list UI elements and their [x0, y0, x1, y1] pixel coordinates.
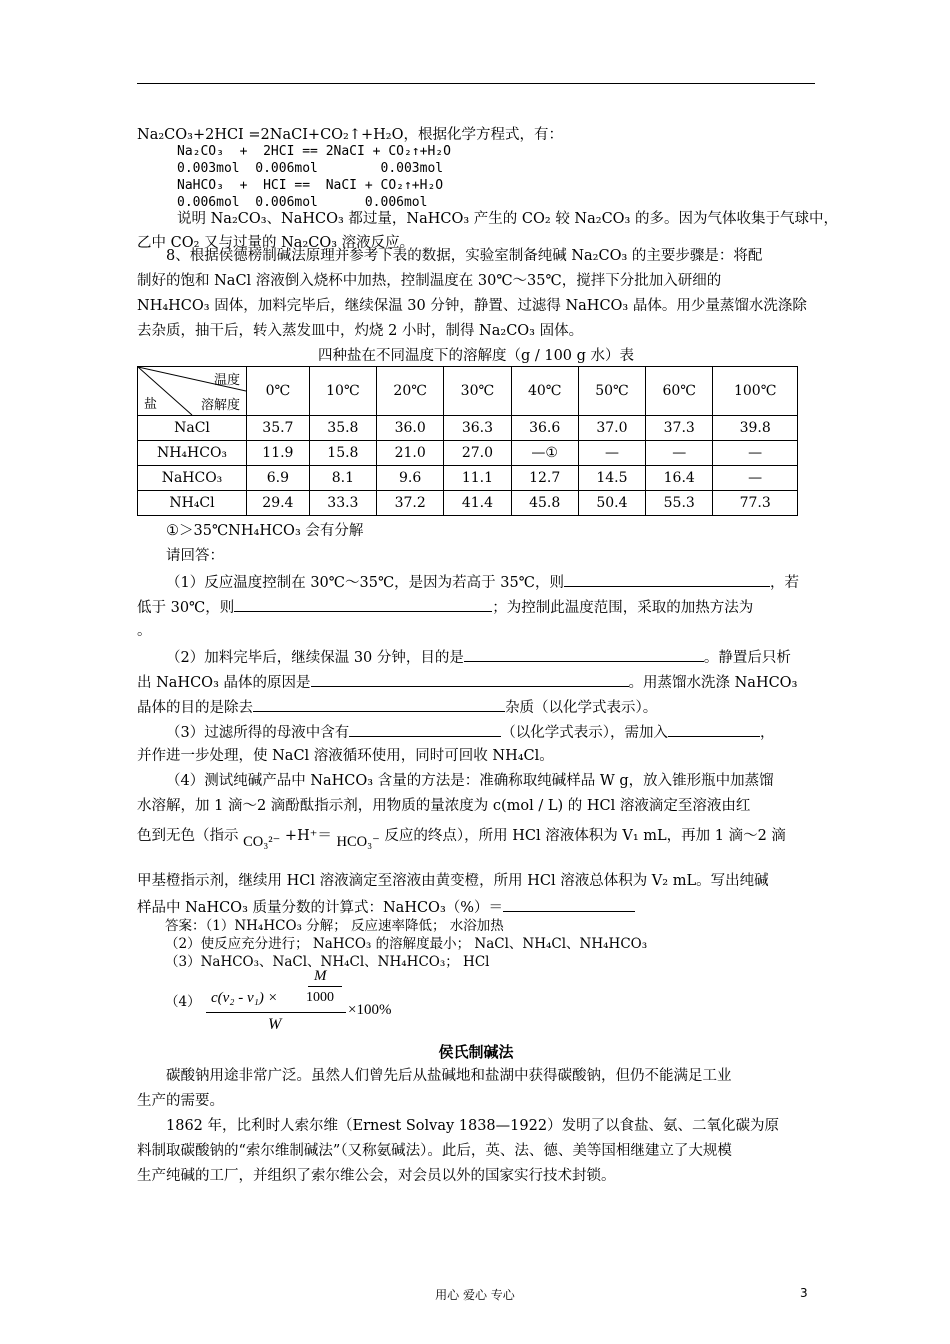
ask-prompt: 请回答：: [166, 548, 224, 564]
answer-blank[interactable]: [349, 721, 501, 737]
table-cell: —: [646, 441, 713, 466]
equation-1-moles: 0.003mol 0.006mol 0.003mol: [177, 161, 444, 176]
table-cell: 50.4: [578, 491, 645, 516]
table-cell: 35.7: [247, 416, 310, 441]
q4-text-pre: 色到无色（指示: [137, 828, 239, 844]
bicarbonate-ion: HCO₃⁻: [336, 834, 380, 850]
table-cell: 37.0: [578, 416, 645, 441]
table-cell: 8.1: [309, 466, 376, 491]
answer-blank[interactable]: [464, 646, 704, 662]
equation-2: NaHCO₃ + HCI == NaCI + CO₂↑+H₂O: [177, 178, 444, 193]
table-footnote: ①＞35℃NH₄HCO₃ 会有分解: [166, 523, 364, 539]
row-salt-name: NaHCO₃: [138, 466, 247, 491]
table-cell: 37.2: [377, 491, 444, 516]
answer-blank[interactable]: [668, 721, 760, 737]
formula-tail: ×100%: [348, 1002, 392, 1018]
solubility-table: [137, 366, 798, 516]
question-4-line-1: （4）测试纯碱产品中 NaHCO₃ 含量的方法是：准确称取纯碱样品 W g，放入锥形瓶中加蒸馏: [166, 773, 774, 789]
q1-text-b: ，若: [769, 575, 799, 591]
q2-text-e: 晶体的目的是除去: [137, 700, 253, 716]
table-cell: 77.3: [713, 491, 798, 516]
row-salt-name: NH₄HCO₃: [138, 441, 247, 466]
table-cell: 11.1: [444, 466, 511, 491]
q3-text-a: （3）过滤所得的母液中含有: [166, 725, 350, 741]
article-para-2c: 生产纯碱的工厂，并组织了索尔维公会，对会员以外的国家实行技术封锁。: [137, 1168, 616, 1184]
table-cell: 12.7: [511, 466, 578, 491]
corner-solubility-label: 溶解度: [200, 398, 240, 413]
answer-blank[interactable]: [234, 596, 492, 612]
answer-2: （2）使反应充分进行； NaHCO₃ 的溶解度最小； NaCl、NH₄Cl、NH₄HCO₃: [165, 936, 648, 952]
question-4-line-4: 甲基橙指示剂，继续用 HCl 溶液滴定至溶液由黄变橙，所用 HCl 溶液总体积为 V₂ mL。写出纯碱: [137, 873, 769, 889]
q8-para-4: 去杂质，抽干后，转入蒸发皿中，灼烧 2 小时，制得 Na₂CO₃ 固体。: [137, 323, 584, 339]
q2-text-f: 杂质（以化学式表示）。: [505, 700, 658, 716]
table-cell: 15.8: [309, 441, 376, 466]
table-header-cell: 50℃: [578, 367, 645, 416]
question-3-line-1: [137, 721, 844, 743]
table-cell: 16.4: [646, 466, 713, 491]
header-rule: [137, 83, 815, 84]
table-cell: 21.0: [377, 441, 444, 466]
q1-text-c: 低于 30℃，则: [137, 600, 235, 616]
question-1-line-2: [137, 596, 815, 618]
table-cell: 36.0: [377, 416, 444, 441]
table-row: [138, 441, 798, 466]
q1-text-a: （1）反应温度控制在 30℃～35℃，是因为若高于 35℃，则: [166, 575, 564, 591]
corner-salt-label: 盐: [144, 397, 158, 412]
question-4-line-3: [137, 824, 815, 854]
table-cell: 41.4: [444, 491, 511, 516]
answer-blank[interactable]: [311, 671, 629, 687]
carbonate-ion: CO₃²⁻: [243, 834, 281, 850]
q8-para-3: NH₄HCO₃ 固体，加料完毕后，继续保温 30 分钟，静置、过滤得 NaHCO₃ 晶体。用少量蒸馏水洗涤除: [137, 298, 807, 314]
article-para-2b: 料制取碳酸钠的“索尔维制碱法”（又称氨碱法）。此后，英、法、德、美等国相继建立了大规模: [137, 1143, 732, 1159]
answer-3: （3）NaHCO₃、NaCl、NH₄Cl、NH₄HCO₃； HCl: [165, 954, 490, 970]
answer-1: 答案：（1）NH₄HCO₃ 分解； 反应速率降低； 水浴加热: [165, 918, 504, 934]
table-cell: —: [713, 466, 798, 491]
table-corner-cell: [138, 367, 247, 416]
answer-blank[interactable]: [503, 896, 635, 912]
article-para-2a: 1862 年，比利时人索尔维（Ernest Solvay 1838—1922）发明了以食盐、氨、二氧化碳为原: [166, 1118, 780, 1134]
table-row: [138, 466, 798, 491]
table-cell: 27.0: [444, 441, 511, 466]
table-cell: 35.8: [309, 416, 376, 441]
answer-4-label: （4）: [165, 994, 201, 1010]
q3-text-b: （以化学式表示），需加入: [501, 725, 668, 741]
formula-denominator: W: [268, 1016, 282, 1033]
q2-text-a: （2）加料完毕后，继续保温 30 分钟，目的是: [166, 650, 464, 666]
question-2-line-1: [137, 646, 844, 668]
q4-text-mid: +H⁺＝: [284, 828, 332, 844]
table-header-cell: 60℃: [646, 367, 713, 416]
table-cell: 9.6: [377, 466, 444, 491]
question-3-line-2: 并作进一步处理，使 NaCl 溶液循环使用，同时可回收 NH₄Cl。: [137, 748, 554, 764]
table-cell: 29.4: [247, 491, 310, 516]
row-salt-name: NH₄Cl: [138, 491, 247, 516]
question-1-line-1: [137, 571, 844, 593]
q4-text-e: 样品中 NaHCO₃ 质量分数的计算式：NaHCO₃（%）＝: [137, 900, 504, 916]
explain-line-1: 说明 Na₂CO₃、NaHCO₃ 都过量，NaHCO₃ 产生的 CO₂ 较 Na₂CO₃ 的多。因为气体收集于气球中，: [177, 211, 838, 227]
q2-text-d: 。用蒸馏水洗涤 NaHCO₃: [628, 675, 798, 691]
question-2-line-2: [137, 671, 815, 693]
explain-line-2: 乙中 CO₂ 又与过量的 Na₂CO₃ 溶液反应。: [137, 235, 415, 251]
footer-slogan: 用心 爱心 专心: [435, 1288, 515, 1302]
answer-blank[interactable]: [253, 696, 505, 712]
equation-2-moles: 0.006mol 0.006mol 0.006mol: [177, 195, 428, 210]
table-cell: 37.3: [646, 416, 713, 441]
table-caption: 四种盐在不同温度下的溶解度（g / 100 g 水）表: [317, 348, 635, 364]
table-cell: 39.8: [713, 416, 798, 441]
q1-text-d: ；为控制此温度范围，采取的加热方法为: [492, 600, 754, 616]
table-row: [138, 491, 798, 516]
table-row: [138, 416, 798, 441]
question-1-line-3: 。: [137, 623, 152, 639]
reaction-intro: Na₂CO₃+2HCI =2NaCI+CO₂↑+H₂O，根据化学方程式，有：: [137, 127, 564, 143]
table-cell: 11.9: [247, 441, 310, 466]
article-para-1a: 碳酸钠用途非常广泛。虽然人们曾先后从盐碱地和盐湖中获得碳酸钠，但仍不能满足工业: [166, 1068, 732, 1084]
table-cell: —: [578, 441, 645, 466]
q2-text-b: 。静置后只析: [703, 650, 791, 666]
table-cell: 33.3: [309, 491, 376, 516]
article-para-1b: 生产的需要。: [137, 1093, 224, 1109]
table-cell: —: [713, 441, 798, 466]
table-header-cell: 40℃: [511, 367, 578, 416]
q4-text-post: 反应的终点），所用 HCl 溶液体积为 V₁ mL，再加 1 滴～2 滴: [384, 828, 786, 844]
table-cell: —①: [511, 441, 578, 466]
table-header-cell: 0℃: [247, 367, 310, 416]
article-title: 侯氏制碱法: [438, 1043, 514, 1061]
formula-M: M: [314, 968, 327, 984]
table-cell: 14.5: [578, 466, 645, 491]
answer-blank[interactable]: [564, 571, 770, 587]
table-cell: 36.6: [511, 416, 578, 441]
table-header-cell: 100℃: [713, 367, 798, 416]
table-cell: 6.9: [247, 466, 310, 491]
table-cell: 55.3: [646, 491, 713, 516]
page-number: 3: [800, 1286, 808, 1300]
table-header-cell: 20℃: [377, 367, 444, 416]
q8-para-1: 8、根据侯德榜制碱法原理并参考下表的数据，实验室制备纯碱 Na₂CO₃ 的主要步骤是：将配: [166, 248, 763, 264]
table-header-cell: 10℃: [309, 367, 376, 416]
question-4-line-5: [137, 896, 815, 918]
equation-1: Na₂CO₃ + 2HCI == 2NaCI + CO₂↑+H₂O: [177, 144, 451, 159]
formula-main-bar: [206, 1012, 346, 1013]
table-cell: 36.3: [444, 416, 511, 441]
table-header-cell: 30℃: [444, 367, 511, 416]
formula-1000: 1000: [306, 990, 334, 1005]
corner-temp-label: 温度: [213, 373, 240, 388]
q3-text-c: ，: [759, 725, 775, 741]
question-2-line-3: [137, 696, 815, 718]
q8-para-2: 制好的饱和 NaCl 溶液倒入烧杯中加热，控制温度在 30℃～35℃，搅拌下分批加入研细的: [137, 273, 722, 289]
row-salt-name: NaCl: [138, 416, 247, 441]
q2-text-c: 出 NaHCO₃ 晶体的原因是: [137, 675, 311, 691]
table-cell: 45.8: [511, 491, 578, 516]
formula-numerator: c(v₂ - v₁) ×: [211, 990, 278, 1006]
formula-inner-bar: [308, 986, 342, 987]
question-4-line-2: 水溶解，加 1 滴～2 滴酚酞指示剂，用物质的量浓度为 c(mol / L) 的 HCl 溶液滴定至溶液由红: [137, 798, 751, 814]
